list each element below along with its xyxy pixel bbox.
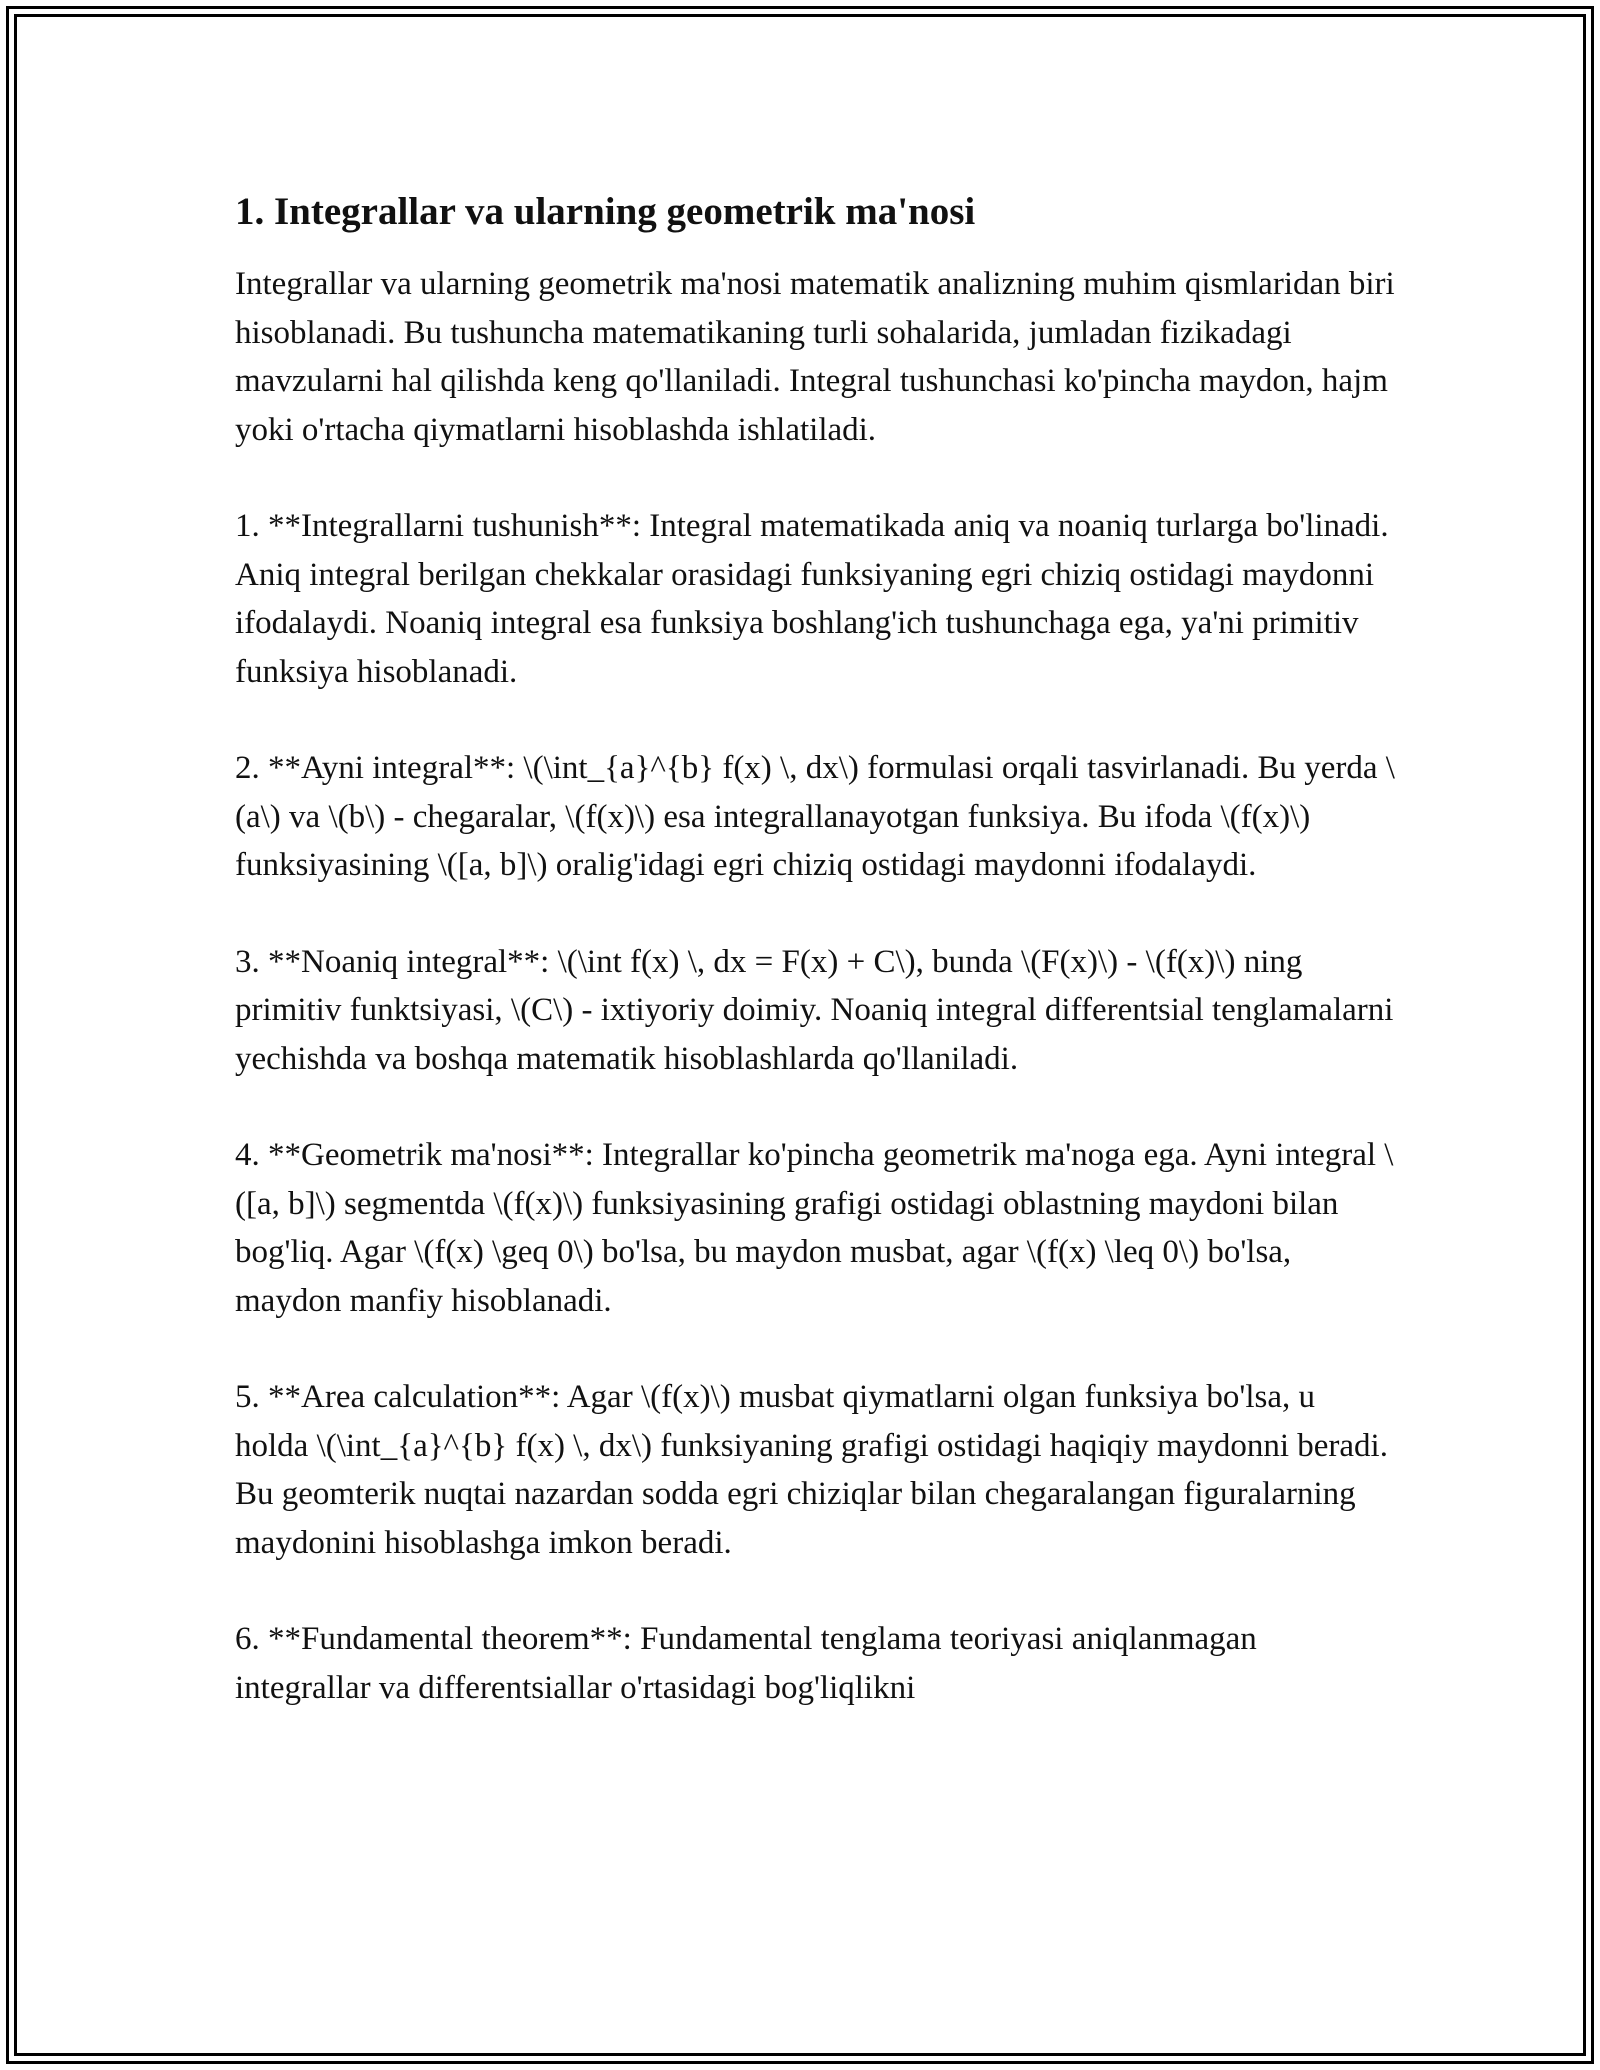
intro-paragraph: Integrallar va ularning geometrik ma'nosi matematik analizning muhim qismlaridan biri hisoblanadi. Bu tushuncha matematikaning turli sohalarida, jumladan fizikadagi mavzularni hal qilishda keng qo'llaniladi. Integral tushunchasi ko'pincha maydon, hajm yoki o'rtacha qiymatlarni hisoblashda ishlatiladi. [235,266,1395,448]
list-item-integrallarni-tushunish: 1. **Integrallarni tushunish**: Integral matematikada aniq va noaniq turlarga bo'linadi. Aniq integral berilgan chekkalar orasidagi funksiyaning egri chiziq ostidagi maydonni ifodalaydi. Noaniq integral esa funksiya boshlang'ich tushunchaga ega, ya'ni primitiv funksiya hisoblanadi. [235,508,1389,690]
document-body [235,186,1395,1760]
section-heading: 1. Integrallar va ularning geometrik ma'nosi [235,190,976,233]
list-item-ayni-integral: 2. **Ayni integral**: \(\int_{a}^{b} f(x) \, dx\) formulasi orqali tasvirlanadi. Bu yerda \(a\) va \(b\) - chegaralar, \(f(x)\) esa integrallanayotgan funksiya. Bu ifoda \(f(x)\) funksiyasining \([a, b]\) oralig'idagi egri chiziq ostidagi maydonni ifodalaydi. [235,750,1395,883]
list-item-noaniq-integral: 3. **Noaniq integral**: \(\int f(x) \, dx = F(x) + C\), bunda \(F(x)\) - \(f(x)\) ning primitiv funktsiyasi, \(C\) - ixtiyoriy doimiy. Noaniq integral differentsial tenglamalarni yechishda va boshqa matematik hisoblashlarda qo'llaniladi. [235,943,1394,1077]
list-item-geometrik-manosi: 4. **Geometrik ma'nosi**: Integrallar ko'pincha geometrik ma'noga ega. Ayni integral \([a, b]\) segmentda \(f(x)\) funksiyasining grafigi ostidagi oblastning maydoni bilan bog'liq. Agar \(f(x) \geq 0\) bo'lsa, bu maydon musbat, agar \(f(x) \leq 0\) bo'lsa, maydon manfiy hisoblanadi. [235,1137,1394,1319]
list-item-fundamental-theorem: 6. **Fundamental theorem**: Fundamental tenglama teoriyasi aniqlanmagan integrallar va differentsiallar o'rtasidagi bog'liqlikni [235,1621,1257,1706]
list-item-area-calculation: 5. **Area calculation**: Agar \(f(x)\) musbat qiymatlarni olgan funksiya bo'lsa, u holda \(\int_{a}^{b} f(x) \, dx\) funksiyaning grafigi ostidagi haqiqiy maydonni beradi. Bu geomterik nuqtai nazardan sodda egri chiziqlar bilan chegaralangan figuralarning maydonini hisoblashga imkon beradi. [235,1379,1388,1561]
